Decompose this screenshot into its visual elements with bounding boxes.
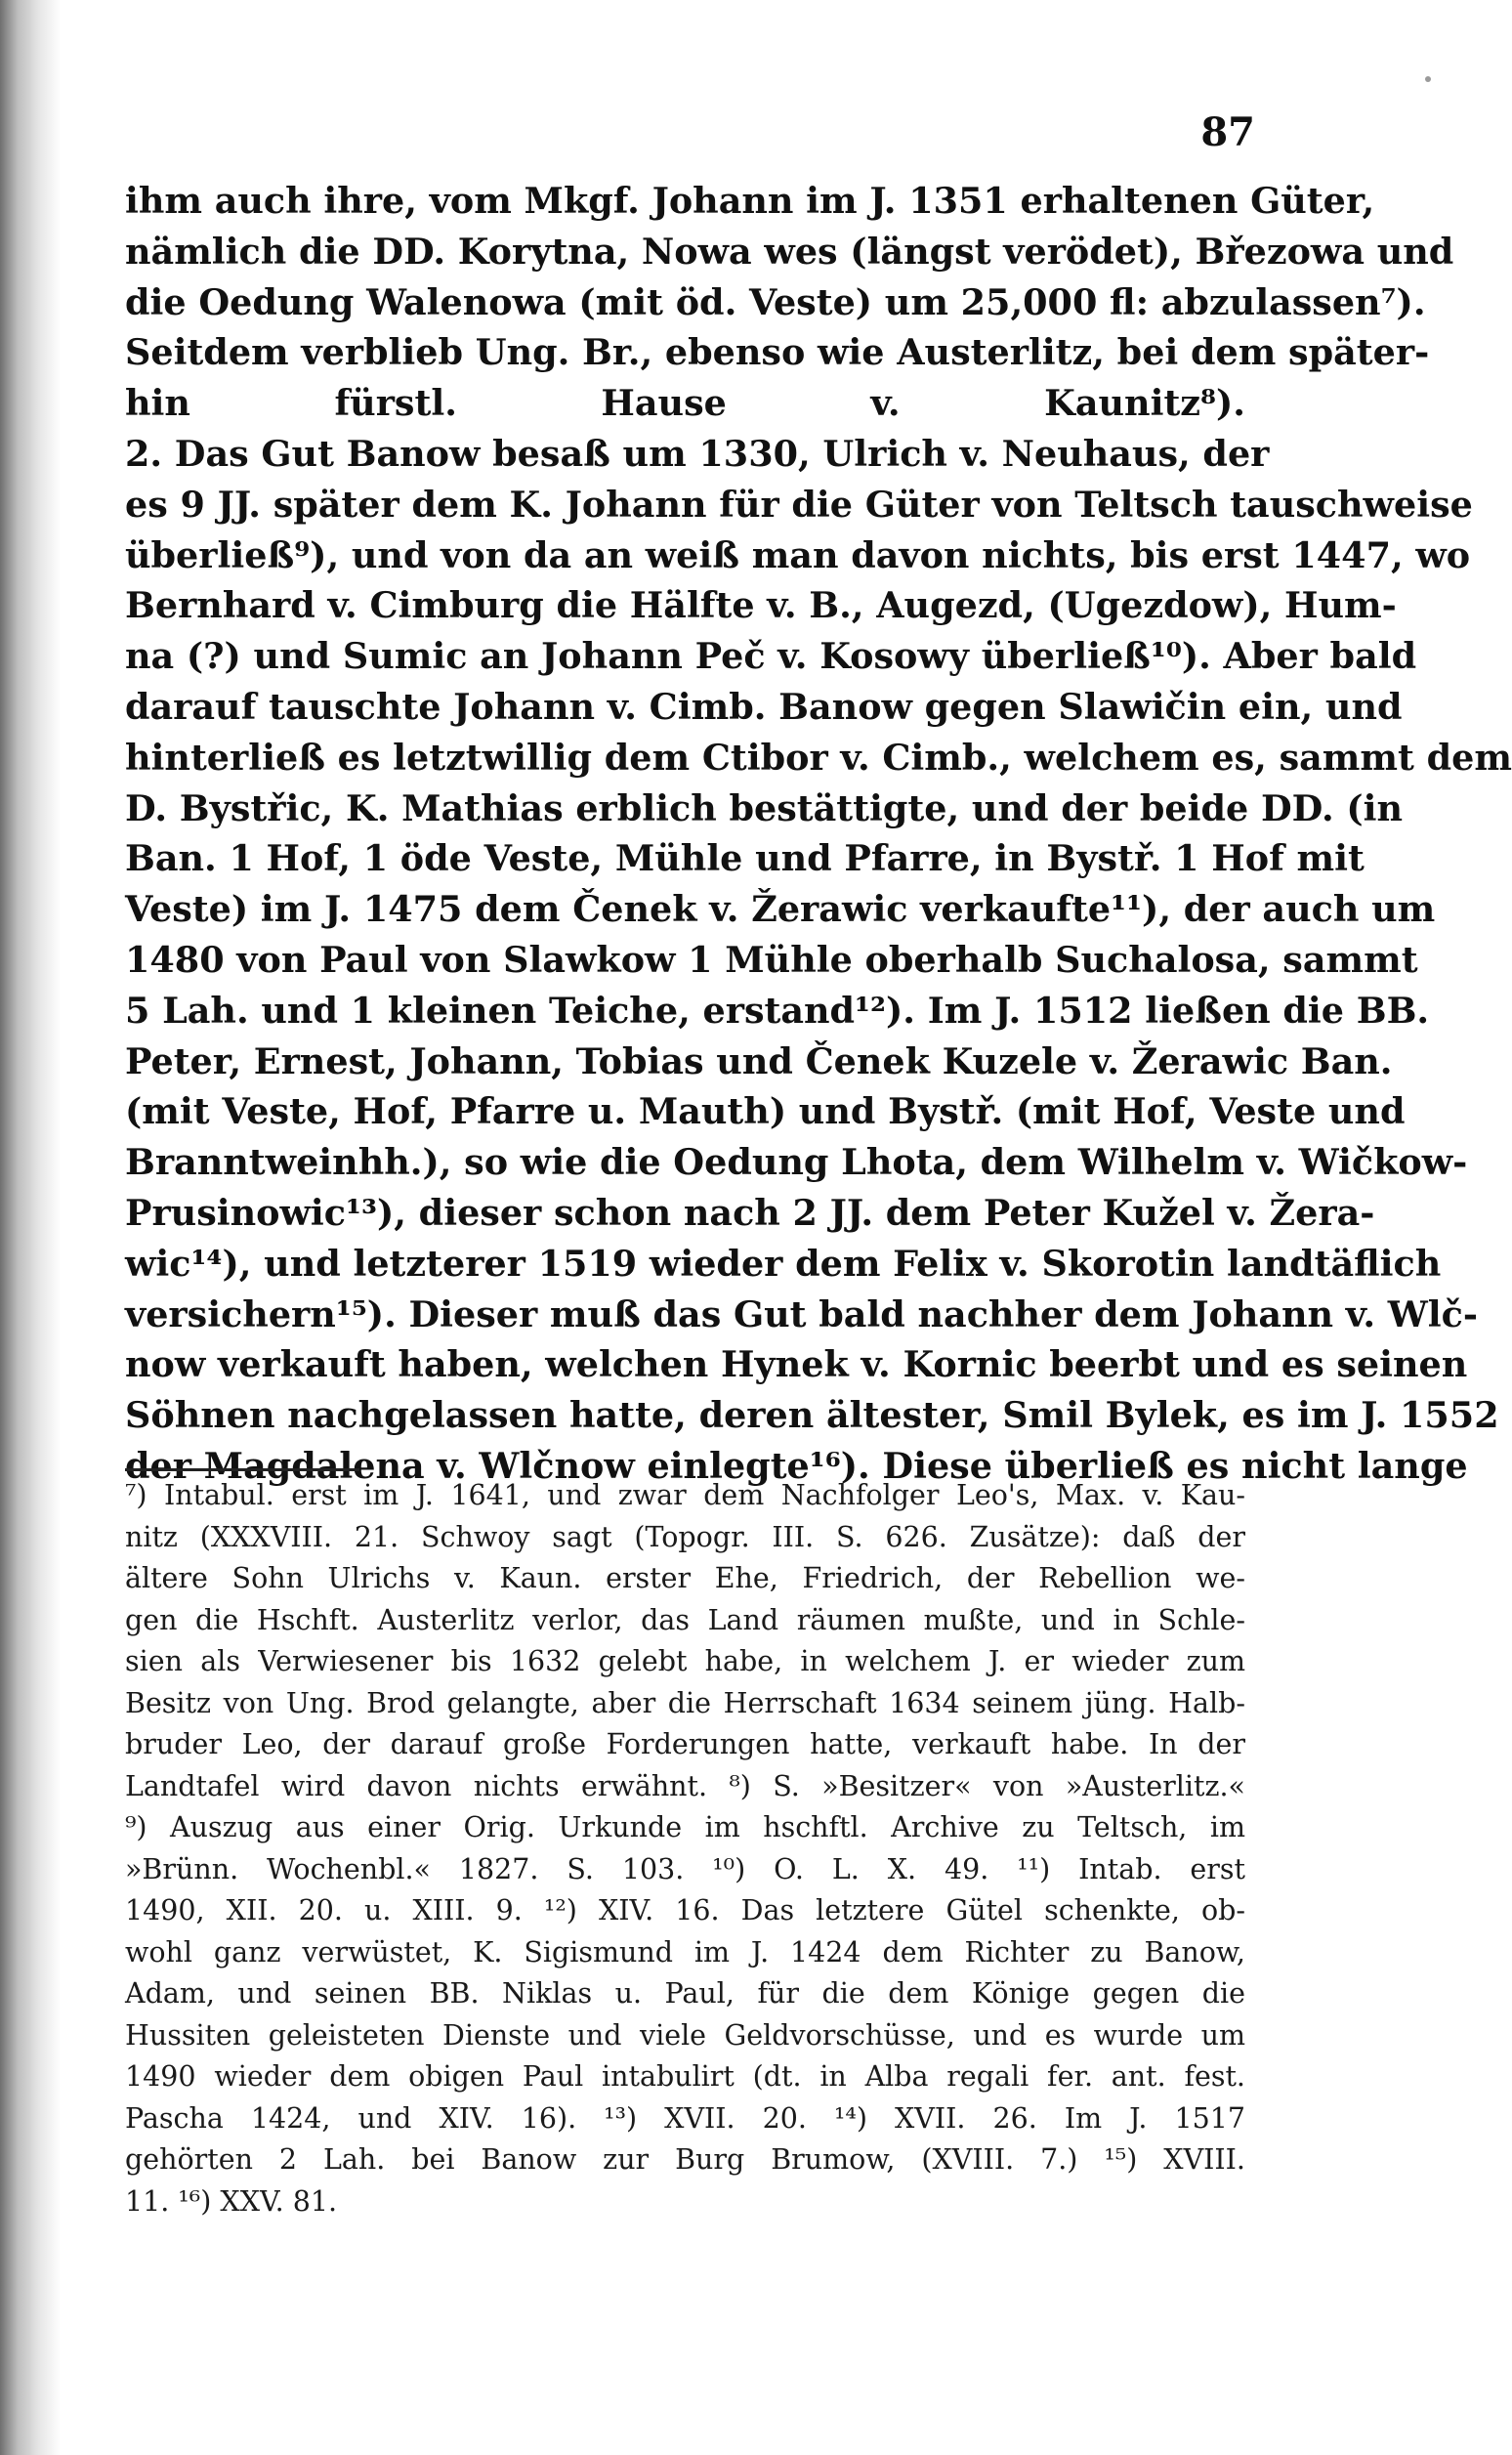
text-line: nämlich die DD. Korytna, Nowa wes (längst verödet), Březowa und: [125, 230, 1454, 273]
text-line: hin fürstl. Hause v. Kaunitz⁸).: [125, 382, 1245, 425]
text-line: now verkauft haben, welchen Hynek v. Kornic beerbt und es seinen: [125, 1343, 1468, 1386]
footnote-line: gehörten 2 Lah. bei Banow zur Burg Brumow, (XVIII. 7.) ¹⁵) XVIII.: [125, 2143, 1245, 2176]
footnote-line: gen die Hschft. Austerlitz verlor, das Land räumen mußte, und in Schle-: [125, 1603, 1245, 1636]
footnote-line: sien als Verwiesener bis 1632 gelebt habe, in welchem J. er wieder zum: [125, 1645, 1245, 1677]
text-line: na (?) und Sumic an Johann Peč v. Kosowy überließ¹⁰). Aber bald: [125, 635, 1417, 678]
text-line: versichern¹⁵). Dieser muß das Gut bald nachher dem Johann v. Wlč-: [125, 1292, 1478, 1335]
text-line: der Magdalena v. Wlčnow einlegte¹⁶). Diese überließ es nicht lange: [125, 1444, 1468, 1487]
text-line: es 9 JJ. später dem K. Johann für die Güter von Teltsch tauschweise: [125, 483, 1473, 526]
page-edge-shadow: [0, 0, 61, 2455]
footnote-line: ⁹) Auszug aus einer Orig. Urkunde im hschftl. Archive zu Teltsch, im: [125, 1811, 1245, 1843]
text-line: D. Bystřic, K. Mathias erblich bestättigte, und der beide DD. (in: [125, 786, 1404, 829]
footnote-line: bruder Leo, der darauf große Forderungen hatte, verkauft habe. In der: [125, 1728, 1245, 1760]
text-line: (mit Veste, Hof, Pfarre u. Mauth) und Bystř. (mit Hof, Veste und: [125, 1090, 1406, 1133]
footnote-separator: [125, 1468, 359, 1471]
footnote-line: nitz (XXXVIII. 21. Schwoy sagt (Topogr. III. S. 626. Zusätze): daß der: [125, 1520, 1245, 1553]
text-line: darauf tauschte Johann v. Cimb. Banow gegen Slawičin ein, und: [125, 685, 1403, 728]
text-line: wic¹⁴), und letzterer 1519 wieder dem Felix v. Skorotin landtäflich: [125, 1242, 1442, 1285]
footnote-line: ältere Sohn Ulrichs v. Kaun. erster Ehe, Friedrich, der Rebellion we-: [125, 1562, 1245, 1594]
footnote-line: Hussiten geleisteten Dienste und viele Geldvorschüsse, und es wurde um: [125, 2018, 1245, 2052]
footnote-line: 11. ¹⁶) XXV. 81.: [125, 2184, 338, 2218]
main-text-block: [125, 176, 1512, 1492]
text-line: 2. Das Gut Banow besaß um 1330, Ulrich v. Neuhaus, der: [125, 432, 1270, 475]
footnote-line: »Brünn. Wochenbl.« 1827. S. 103. ¹⁰) O. L. X. 49. ¹¹) Intab. erst: [125, 1852, 1245, 1885]
text-line: überließ⁹), und von da an weiß man davon nichts, bis erst 1447, wo: [125, 533, 1471, 576]
footnotes-block: [125, 1475, 1245, 2222]
text-line: Veste) im J. 1475 dem Čenek v. Žerawic verkaufte¹¹), der auch um: [125, 888, 1436, 931]
scan-speck: [1425, 76, 1431, 82]
text-line: Seitdem verblieb Ung. Br., ebenso wie Austerlitz, bei dem später-: [125, 331, 1430, 374]
text-line: Peter, Ernest, Johann, Tobias und Čenek Kuzele v. Žerawic Ban.: [125, 1039, 1393, 1082]
footnote-line: ⁷) Intabul. erst im J. 1641, und zwar dem Nachfolger Leo's, Max. v. Kau-: [125, 1479, 1245, 1511]
text-line: Ban. 1 Hof, 1 öde Veste, Mühle und Pfarre, in Bystř. 1 Hof mit: [125, 837, 1365, 880]
page-number: 87: [1200, 109, 1255, 155]
footnote-line: wohl ganz verwüstet, K. Sigismund im J. 1424 dem Richter zu Banow,: [125, 1935, 1245, 1968]
text-line: Bernhard v. Cimburg die Hälfte v. B., Augezd, (Ugezdow), Hum-: [125, 584, 1397, 627]
footnote-line: Besitz von Ung. Brod gelangte, aber die Herrschaft 1634 seinem jüng. Halb-: [125, 1686, 1245, 1719]
text-line: ihm auch ihre, vom Mkgf. Johann im J. 1351 erhaltenen Güter,: [125, 180, 1375, 222]
footnote-line: 1490 wieder dem obigen Paul intabulirt (dt. in Alba regali fer. ant. fest.: [125, 2060, 1245, 2093]
text-line: 1480 von Paul von Slawkow 1 Mühle oberhalb Suchalosa, sammt: [125, 938, 1418, 981]
footnote-line: Landtafel wird davon nichts erwähnt. ⁸) S. »Besitzer« von »Austerlitz.«: [125, 1769, 1245, 1802]
footnote-line: 1490, XII. 20. u. XIII. 9. ¹²) XIV. 16. Das letztere Gütel schenkte, ob-: [125, 1894, 1245, 1926]
text-line: Branntweinhh.), so wie die Oedung Lhota, dem Wilhelm v. Wičkow-: [125, 1141, 1468, 1184]
footnote-line: Adam, und seinen BB. Niklas u. Paul, für die dem Könige gegen die: [125, 1977, 1245, 2010]
text-line: hinterließ es letztwillig dem Ctibor v. Cimb., welchem es, sammt dem: [125, 736, 1512, 779]
text-line: Söhnen nachgelassen hatte, deren ältester, Smil Bylek, es im J. 1552: [125, 1394, 1499, 1437]
text-line: 5 Lah. und 1 kleinen Teiche, erstand¹²). Im J. 1512 ließen die BB.: [125, 989, 1430, 1032]
footnote-line: Pascha 1424, und XIV. 16). ¹³) XVII. 20. ¹⁴) XVII. 26. Im J. 1517: [125, 2101, 1245, 2135]
text-line: die Oedung Walenowa (mit öd. Veste) um 25,000 fl: abzulassen⁷).: [125, 280, 1426, 323]
text-line: Prusinowic¹³), dieser schon nach 2 JJ. dem Peter Kužel v. Žera-: [125, 1191, 1375, 1234]
